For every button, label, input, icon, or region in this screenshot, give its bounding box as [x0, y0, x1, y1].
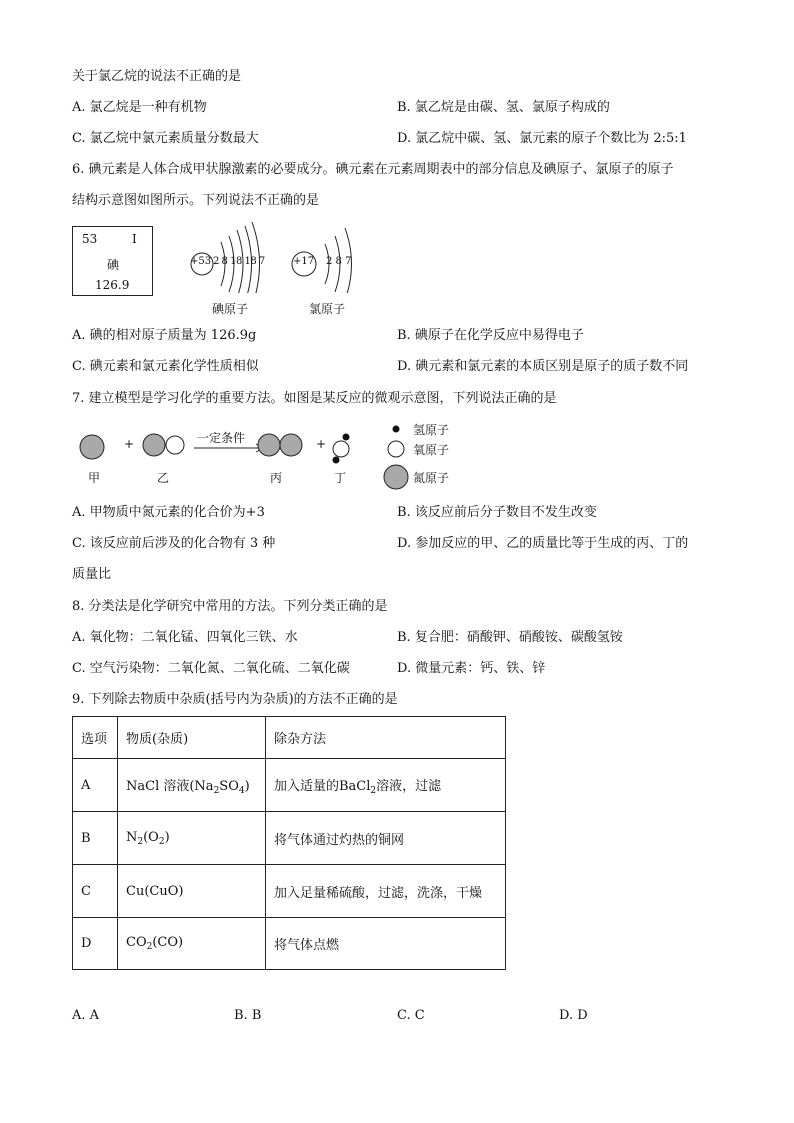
label-jia: 甲	[88, 471, 101, 485]
purification-table	[72, 716, 506, 970]
q8-option-b: B. 复合肥：硝酸钾、硝酸铵、碳酸氢铵	[397, 630, 623, 645]
q6-option-d: D. 碘元素和氯元素的本质区别是原子的质子数不同	[397, 359, 689, 374]
legend-hydrogen: 氢原子	[413, 423, 450, 437]
plus-sign-2: +	[316, 437, 327, 451]
q8-option-d: D. 微量元素：钙、铁、锌	[397, 661, 546, 676]
row-substance: Cu(CuO)	[118, 865, 266, 918]
table-row	[73, 865, 506, 918]
iodine-nucleus: +53	[190, 256, 212, 267]
header-method: 除杂方法	[266, 717, 506, 759]
chlorine-shells: 2 8 7	[326, 256, 352, 267]
row-substance: $N_2(O_2)$	[118, 812, 266, 865]
q5-option-a: A. 氯乙烷是一种有机物	[72, 100, 207, 115]
header-option: 选项	[73, 717, 118, 759]
iodine-atom-label: 碘原子	[212, 302, 249, 316]
q9-answer-b: B. B	[234, 1008, 262, 1023]
molecule-yi	[143, 434, 184, 456]
q6-stem-line1: 6. 碘元素是人体合成甲状腺激素的必要成分。碘元素在元素周期表中的部分信息及碘原子、氯原子的原子	[72, 162, 674, 177]
q7-option-c: C. 该反应前后涉及的化合物有 3 种	[72, 536, 276, 551]
row-method: 加入适量的BaCl$_2$溶液，过滤	[266, 759, 506, 812]
table-header-row	[73, 717, 506, 759]
chlorine-nucleus: +17	[293, 256, 315, 267]
label-yi: 乙	[157, 471, 170, 485]
row-method: 加入足量稀硫酸，过滤，洗涤，干燥	[266, 865, 506, 918]
periodic-element-card	[72, 226, 153, 296]
table-row	[73, 812, 506, 865]
label-ding: 丁	[334, 471, 347, 485]
legend-oxygen: 氧原子	[413, 443, 450, 457]
molecule-jia	[80, 435, 104, 459]
row-substance: $CO_2(CO)$	[118, 918, 266, 970]
element-symbol: I	[132, 232, 137, 246]
q8-stem: 8. 分类法是化学研究中常用的方法。下列分类正确的是	[72, 599, 388, 614]
row-method: 将气体点燃	[266, 918, 506, 970]
header-substance: 物质(杂质)	[118, 717, 266, 759]
q5-option-d: D. 氯乙烷中碳、氢、氯元素的原子个数比为 2:5:1	[397, 131, 687, 146]
q8-option-c: C. 空气污染物：二氧化氮、二氧化硫、二氧化碳	[72, 661, 350, 676]
plus-sign-1: +	[124, 437, 135, 451]
q5-option-b: B. 氯乙烷是由碳、氢、氯原子构成的	[397, 100, 610, 115]
q6-option-a: A. 碘的相对原子质量为 126.9g	[72, 328, 257, 343]
q9-answer-d: D. D	[559, 1008, 588, 1023]
q6-option-b: B. 碘原子在化学反应中易得电子	[397, 328, 584, 343]
legend-symbols	[384, 426, 408, 490]
q6-stem-line2: 结构示意图如图所示。下列说法不正确的是	[72, 193, 320, 208]
q9-answer-c: C. C	[397, 1008, 425, 1023]
atomic-mass: 126.9	[95, 278, 130, 292]
label-bing: 丙	[270, 471, 283, 485]
q7-option-a: A. 甲物质中氮元素的化合价为+3	[72, 505, 265, 520]
row-option: A	[73, 759, 118, 812]
q7-option-b: B. 该反应前后分子数目不发生改变	[397, 505, 597, 520]
row-option: B	[73, 812, 118, 865]
q8-option-a: A. 氧化物：二氧化锰、四氧化三铁、水	[72, 630, 298, 645]
molecule-bing	[258, 434, 302, 456]
molecule-ding	[333, 434, 350, 464]
reaction-condition: 一定条件	[197, 431, 246, 445]
q9-answer-a: A. A	[72, 1008, 100, 1023]
row-method: 将气体通过灼热的铜网	[266, 812, 506, 865]
iodine-shells: 2 8 18 18 7	[213, 256, 265, 267]
q7-stem: 7. 建立模型是学习化学的重要方法。如图是某反应的微观示意图，下列说法正确的是	[72, 391, 557, 406]
q9-stem: 9. 下列除去物质中杂质(括号内为杂质)的方法不正确的是	[72, 692, 398, 707]
q7-option-d-continuation: 质量比	[72, 567, 112, 582]
table-row	[73, 918, 506, 970]
q5-option-c: C. 氯乙烷中氯元素质量分数最大	[72, 131, 259, 146]
row-substance: NaCl 溶液$(Na_2SO_4)$	[118, 759, 266, 812]
legend-nitrogen: 氮原子	[413, 471, 450, 485]
q7-option-d: D. 参加反应的甲、乙的质量比等于生成的丙、丁的	[397, 536, 689, 551]
q5-stem: 关于氯乙烷的说法不正确的是	[72, 69, 242, 84]
atomic-number: 53	[82, 232, 98, 246]
row-option: C	[73, 865, 118, 918]
element-name: 碘	[107, 258, 120, 272]
row-option: D	[73, 918, 118, 970]
table-row	[73, 759, 506, 812]
reaction-micro-diagram	[70, 420, 460, 495]
chlorine-atom-label: 氯原子	[309, 302, 346, 316]
q6-option-c: C. 碘元素和氯元素化学性质相似	[72, 359, 259, 374]
